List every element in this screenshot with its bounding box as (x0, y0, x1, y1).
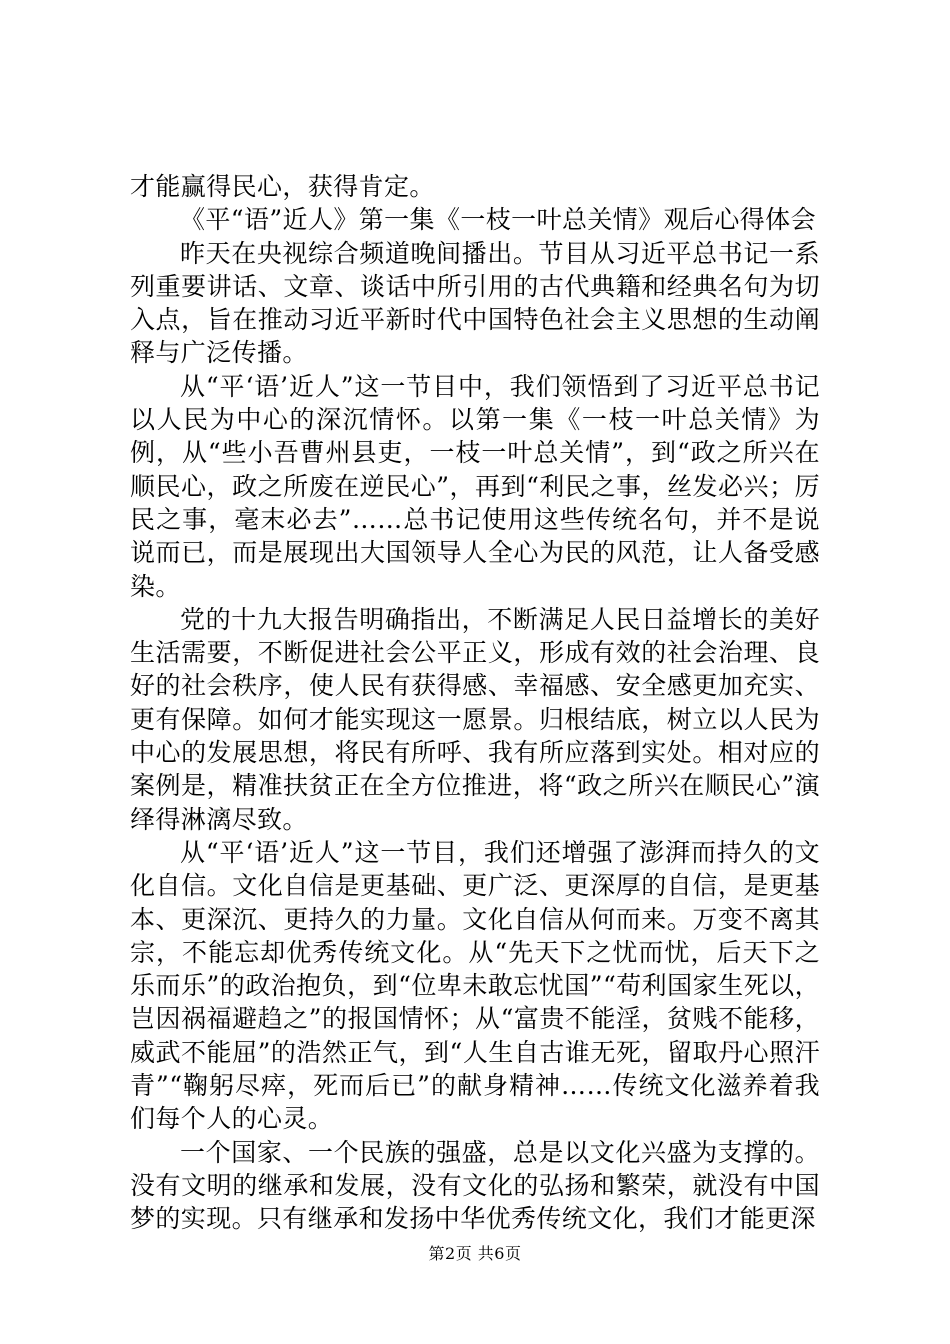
paragraph-intro: 昨天在央视综合频道晚间播出。节目从习近平总书记一系列重要讲话、文章、谈话中所引用的古代典籍和经典名句为切入点，旨在推动习近平新时代中国特色社会主义思想的生动阐释与广泛传播。 (130, 238, 820, 368)
paragraph-people-centered: 从“平‘语’近人”这一节目中，我们领悟到了习近平总书记以人民为中心的深沉情怀。以第一集《一枝一叶总关情》为例，从“些小吾曹州县吏，一枝一叶总关情”，到“政之所兴在顺民心，政之所废在逆民心”，再到“利民之事，丝发必兴；厉民之事，毫末必去”……总书记使用这些传统名句，并不是说说而已，而是展现出大国领导人全心为民的风范，让人备受感染。 (130, 371, 820, 601)
document-body (130, 170, 820, 1236)
paragraph-title: 《平“语”近人》第一集《一枝一叶总关情》观后心得体会 (180, 205, 816, 235)
page-number-footer: 第2页 共6页 (428, 1244, 522, 1263)
paragraph-national-strength: 一个国家、一个民族的强盛，总是以文化兴盛为支撑的。没有文明的继承和发展，没有文化的弘扬和繁荣，就没有中国梦的实现。只有继承和发扬中华优秀传统文化，我们才能更深 (130, 1137, 820, 1234)
paragraph-nineteenth-congress: 党的十九大报告明确指出，不断满足人民日益增长的美好生活需要，不断促进社会公平正义，形成有效的社会治理、良好的社会秩序，使人民有获得感、幸福感、安全感更加充实、更有保障。如何才能实现这一愿景。归根结底，树立以人民为中心的发展思想，将民有所呼、我有所应落到实处。相对应的案例是，精准扶贫正在全方位推进，将“政之所兴在顺民心”演绎得淋漓尽致。 (130, 604, 820, 834)
paragraph-continuation: 才能赢得民心，获得肯定。 (130, 172, 435, 201)
paragraph-cultural-confidence: 从“平‘语’近人”这一节目，我们还增强了澎湃而持久的文化自信。文化自信是更基础、更广泛、更深厚的自信，是更基本、更深沉、更持久的力量。文化自信从何而来。万变不离其宗，不能忘却优秀传统文化。从“先天下之忧而忧，后天下之乐而乐”的政治抱负，到“位卑未敢忘忧国”“苟利国家生死以，岂因祸福避趋之”的报国情怀；从“富贵不能淫，贫贱不能移，威武不能屈”的浩然正气，到“人生自古谁无死，留取丹心照汗青”“鞠躬尽瘁，死而后已”的献身精神……传统文化滋养着我们每个人的心灵。 (130, 837, 820, 1134)
